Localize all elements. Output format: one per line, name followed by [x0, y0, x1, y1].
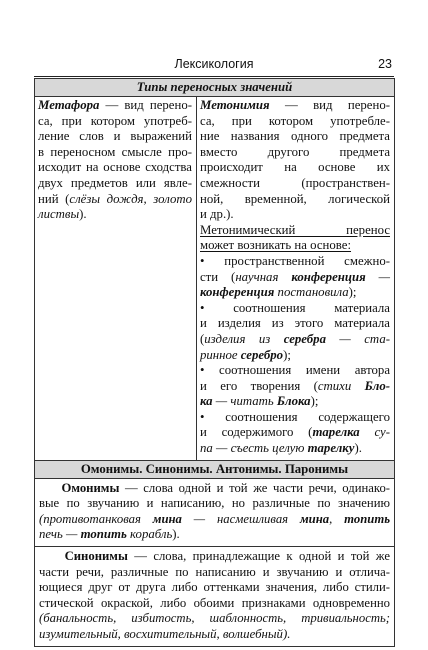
- transfer-types-heading: Типы переносных значений: [35, 79, 395, 97]
- homonyms-line: вые по звучанию и написанию, но различные по значению: [39, 496, 390, 511]
- metaphor-line: листвы).: [38, 207, 87, 222]
- bullet-spatial: сти (научная конференция —: [200, 269, 390, 284]
- homonyms-line: печь — топить корабль).: [39, 527, 180, 542]
- bullet-container: па — съесть целую тарелку).: [200, 441, 362, 456]
- metonymy-line: и др.).: [200, 207, 234, 222]
- metonymy-line: вместо другого предмета: [200, 144, 390, 159]
- synonyms-line: изумительный, восхитительный, волшебный).: [39, 627, 291, 641]
- metaphor-line: ление слов и выражений: [38, 129, 192, 144]
- bullet-author: ка — читать Блока);: [200, 394, 319, 409]
- synonyms-line: ющиеся друг от друга либо оттенками значения, либо стили-: [39, 580, 390, 595]
- lexical-relations-heading: Омонимы. Синонимы. Антонимы. Паронимы: [35, 460, 395, 478]
- metonymy-cell: [197, 97, 395, 461]
- metonymy-line: Метонимия — вид перено-: [200, 98, 390, 112]
- metaphor-line: ний (слёзы дождя, золото: [38, 191, 192, 206]
- bullet-author: и его творения (стихи Бло-: [200, 378, 390, 393]
- metonymy-line: ной, временной, логической: [200, 191, 390, 206]
- bullet-container: • соотношения содержащего: [200, 409, 390, 424]
- synonyms-term: Синонимы: [64, 549, 128, 564]
- synonyms-line: части речи, различные по написанию и звучанию и отлича-: [39, 564, 390, 579]
- bullet-spatial: конференция постановила);: [200, 285, 357, 300]
- lexicology-table: [34, 78, 395, 647]
- transfer-subheading: Метонимический перенос: [200, 222, 390, 237]
- bullet-material: (изделия из серебра — ста-: [200, 331, 390, 346]
- transfer-subheading: может возникать на основе:: [200, 238, 352, 253]
- bullet-spatial: • пространственной смежно-: [200, 253, 390, 268]
- metaphor-line: двух предметов или явле-: [38, 175, 192, 190]
- synonyms-line: Синонимы — слова, принадлежащие к одной и той же: [64, 549, 390, 564]
- metonymy-line: смежности (пространствен-: [200, 175, 390, 190]
- metaphor-line: в переносном смысле про-: [38, 144, 192, 159]
- page-number: 23: [378, 57, 392, 71]
- homonyms-term: Омонимы: [61, 480, 120, 495]
- metaphor-term: Метафора: [38, 98, 100, 112]
- metonymy-line: ние названия одного предмета: [200, 129, 390, 144]
- homonyms-line: (противотанковая мина — насмешливая мина, топить: [39, 511, 390, 526]
- metaphor-line: Метафора — вид перено-: [38, 98, 192, 112]
- bullet-material: • соотношения материала: [200, 300, 390, 315]
- homonyms-cell: [35, 478, 395, 546]
- metonymy-line: происходит на основе их: [200, 160, 390, 175]
- bullet-author: • соотношения имени автора: [200, 363, 390, 378]
- bullet-material: и изделия из этого материала: [200, 316, 390, 331]
- synonyms-cell: [35, 547, 395, 647]
- running-header: [34, 56, 394, 77]
- metaphor-example: слёзы дождя, золото: [69, 191, 192, 206]
- section-title: Лексикология: [174, 57, 254, 71]
- metaphor-cell: [35, 97, 197, 461]
- synonyms-line: стической окраской, либо обоими признаками одновременно: [39, 595, 390, 610]
- metonymy-term: Метонимия: [200, 98, 270, 112]
- bullet-container: и содержимого (тарелка су-: [200, 425, 390, 440]
- metaphor-line: исходит на основе сходства: [38, 160, 192, 175]
- bullet-material: ринное серебро);: [200, 347, 291, 362]
- metaphor-line: са, при котором употреб-: [38, 113, 192, 128]
- homonyms-line: Омонимы — слова одной и той же части речи, одинако-: [61, 480, 391, 495]
- synonyms-line: (банальность, избитость, шаблонность, тривиальность;: [39, 611, 390, 626]
- metonymy-line: са, при котором употребле-: [200, 113, 390, 128]
